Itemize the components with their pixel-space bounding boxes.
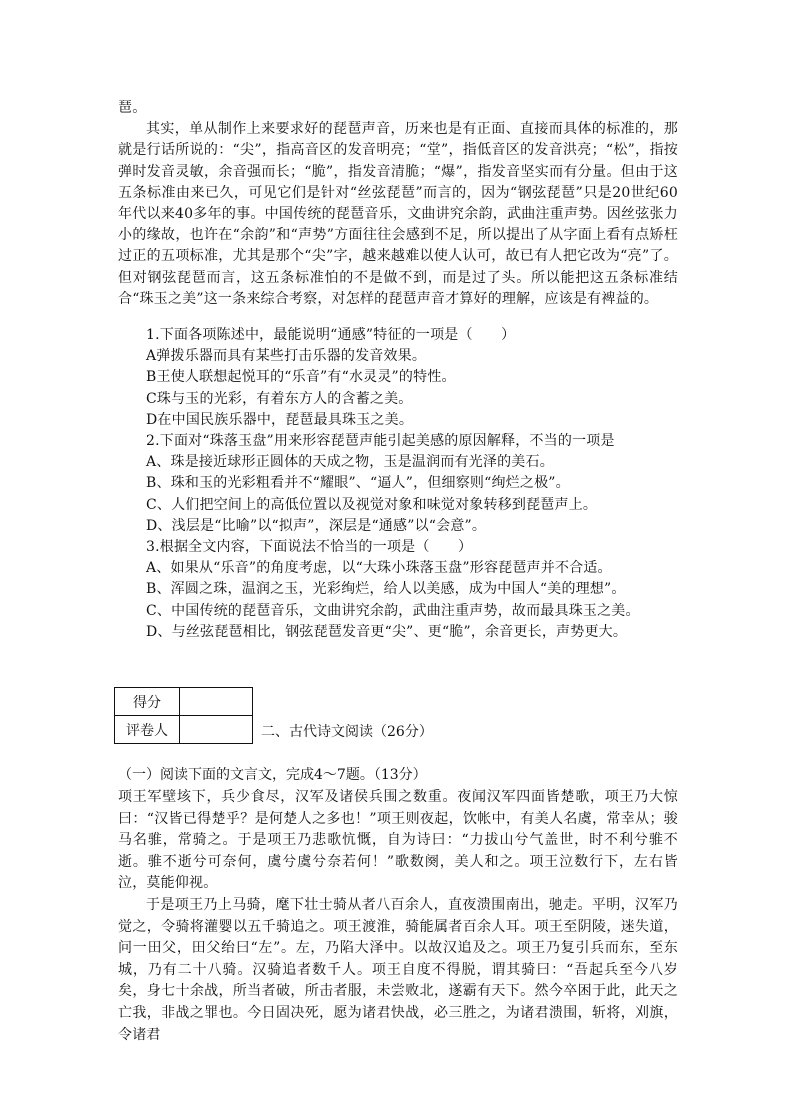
option-d: D、浅层是“比喻”以“拟声”，深层是“通感”以“会意”。 xyxy=(146,517,487,534)
question-stem: 3.根据全文内容，下面说法不恰当的一项是（ ） xyxy=(146,539,473,556)
option-b: B、珠和玉的光彩粗看并不“耀眼”、“逼人”，但细察则“绚烂之极”。 xyxy=(146,475,570,492)
option-c: C、人们把空间上的高低位置以及视觉对象和味觉对象转移到琵琶声上。 xyxy=(146,496,598,513)
score-row xyxy=(115,688,253,716)
option-d: D在中国民族乐器中，琵琶最具珠玉之美。 xyxy=(146,411,414,428)
passage-paragraph: 其实，单从制作上来要求好的琵琶声音，历来也是有正面、直接而具体的标准的，那就是行话所说的：“尖”，指高音区的发音明亮；“堂”，指低音区的发音洪亮；“松”，指按弹时发音灵敏，余音强而长；“脆”，指发音清脆；“爆”，指发音坚实而有分量。但由于这五条标准由来已久，可见它们是针对“丝弦琵琶”而言的，因为“钢弦琵琶”只是20世纪60年代以来40多年的事。中国传统的琵琶音乐，文曲讲究余韵，武曲注重声势。因丝弦张力小的缘故，也许在“余韵”和“声势”方面往往会感到不足，所以提出了从字面上看有点矫枉过正的五项标准，尤其是那个“尖”字，越来越难以使人认可，故已有人把它改为“亮”了。但对钢弦琵琶而言，这五条标准怕的不是做不到，而是过了头。所以能把这五条标准结合“珠玉之美”这一条来综合考察，对怎样的琵琶声音才算好的理解，应该是有裨益的。 xyxy=(118,121,678,307)
question-3 xyxy=(118,537,678,643)
grader-blank-cell[interactable] xyxy=(180,716,253,744)
grader-label: 评卷人 xyxy=(115,716,180,744)
classical-paragraph-1: 项王军壁垓下，兵少食尽，汉军及诸侯兵围之数重。夜闻汉军四面皆楚歌，项王乃大惊曰：“汉皆已得楚乎？是何楚人之多也！”项王则夜起，饮帐中，有美人名虞，常幸从；骏马名骓，常骑之。于是项王乃悲歌忼慨，自为诗曰：“力拔山兮气盖世，时不利兮骓不逝。骓不逝兮可奈何，虞兮虞兮奈若何！”歌数阕，美人和之。项王泣数行下，左右皆泣，莫能仰视。 xyxy=(118,789,678,892)
score-blank-cell[interactable] xyxy=(180,688,253,716)
classical-text-passage xyxy=(118,787,678,1046)
option-b: B王使人联想起悦耳的“乐音”有“水灵灵”的特性。 xyxy=(146,369,456,386)
question-stem: 2.下面对“珠落玉盘”用来形容琵琶声能引起美感的原因解释，不当的一项是 xyxy=(146,433,615,450)
question-stem: 1.下面各项陈述中，最能说明“通感”特征的一项是（ ） xyxy=(146,327,516,343)
passage-continuation: 琶。 xyxy=(118,100,147,116)
option-c: C珠与玉的光彩，有着东方人的含蓄之美。 xyxy=(146,390,413,407)
option-b: B、浑圆之珠，温润之玉，光彩绚烂，给人以美感，成为中国人“美的理想”。 xyxy=(146,581,626,598)
subsection-title: （一）阅读下面的文言文，完成4～7题。（13分） xyxy=(118,767,427,783)
score-label: 得分 xyxy=(115,688,180,716)
classical-paragraph-2: 于是项王乃上马骑，麾下壮士骑从者八百余人，直夜溃围南出，驰走。平明，汉军乃觉之，令骑将灌婴以五千骑追之。项王渡淮，骑能属者百余人耳。项王至阴陵，迷失道，问一田父，田父绐曰“左”。左，乃陷大泽中。以故汉追及之。项王乃复引兵而东，至东城，乃有二十八骑。汉骑追者数千人。项王自度不得脱，谓其骑曰：“吾起兵至今八岁矣，身七十余战，所当者破，所击者服，未尝败北，遂霸有天下。然今卒困于此，此天之亡我，非战之罪也。今日固决死，愿为诸君快战，必三胜之，为诸君溃围，斩将，刈旗，令诸君 xyxy=(118,896,678,1043)
modern-text-passage xyxy=(118,98,678,310)
score-table xyxy=(114,687,253,744)
option-c: C、中国传统的琵琶音乐，文曲讲究余韵，武曲注重声势，故而最具珠玉之美。 xyxy=(146,602,640,619)
question-list xyxy=(118,325,678,643)
option-a: A、如果从“乐音”的角度考虑，以“大珠小珠落玉盘”形容琵琶声并不合适。 xyxy=(146,560,612,577)
option-a: A、珠是接近球形正圆体的天成之物，玉是温润而有光泽的美石。 xyxy=(146,454,554,471)
question-2 xyxy=(118,431,678,537)
option-d: D、与丝弦琵琶相比，钢弦琵琶发音更“尖”、更“脆”，余音更长，声势更大。 xyxy=(146,623,628,640)
question-1 xyxy=(118,325,678,431)
option-a: A弹拨乐器而具有某些打击乐器的发音效果。 xyxy=(146,348,427,365)
grader-row xyxy=(115,716,253,744)
section-title: 二、古代诗文阅读（26分） xyxy=(261,724,433,740)
